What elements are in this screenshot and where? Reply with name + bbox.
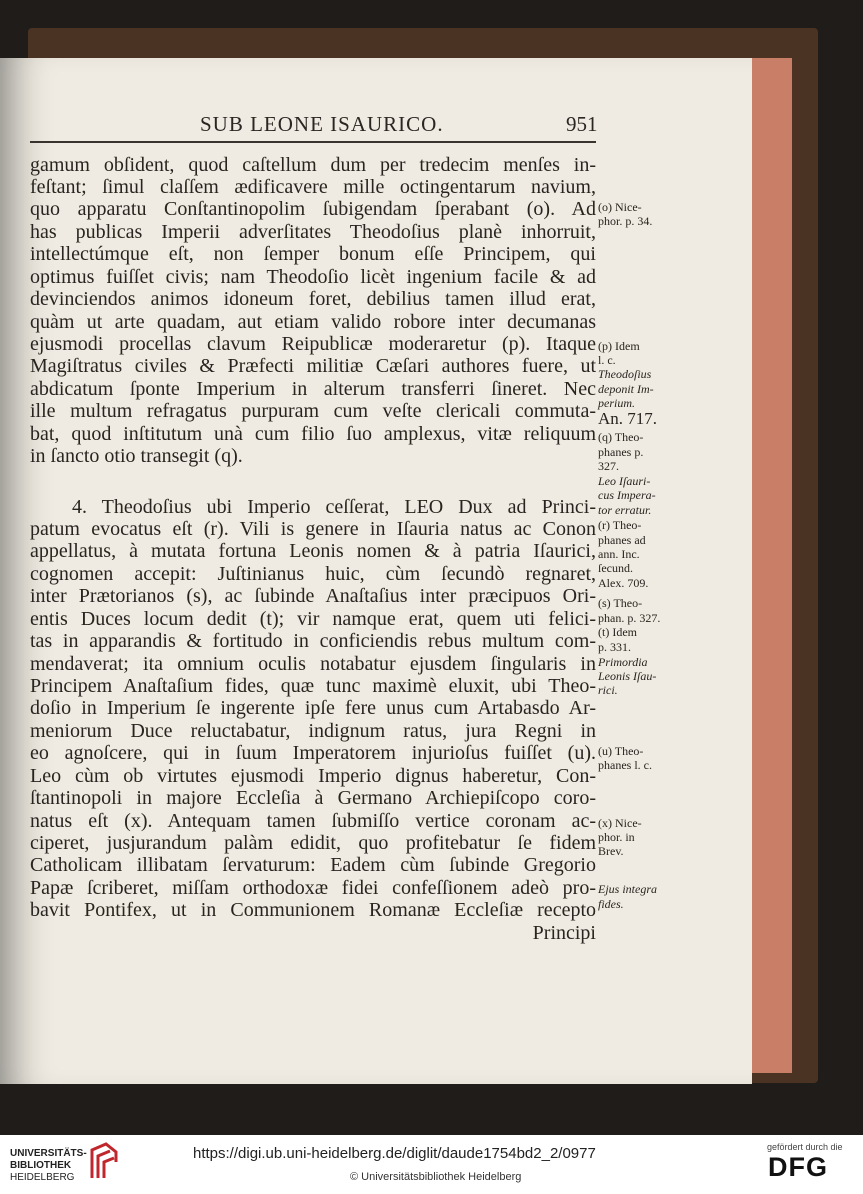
text-line: mendaverat; ita omnium oculis notabatur ejusdem ſingularis in [30,653,596,675]
text-line: abdicatum ſponte Imperium in alterum transferri ſineret. Nec [30,378,596,400]
text-line: inter Prætorianos (s), ac ſubinde Anaſtaſius inter præcipuos Ori- [30,585,596,607]
text-line: Leo cùm ob virtutes ejusmodi Imperio dignus haberetur, Con- [30,765,596,787]
margin-note: (p) Idem [598,339,640,353]
margin-note: (o) Nice- [598,200,642,214]
margin-note: (s) Theo- [598,596,643,610]
text-line: doſio in Imperium ſe ingerente ipſe fere unus cum Artabasdo Ar- [30,697,596,719]
library-name-line: BIBLIOTHEK [10,1160,72,1171]
margin-note: (r) Theo- [598,518,642,532]
text-line: quàm ut arte quadam, aut etiam valido robore inter decumanas [30,311,596,333]
text-line: meniorum Duce reluctabatur, indignum ratus, jura Regni in [30,720,596,742]
margin-note: Primordia [598,655,648,669]
margin-note: phor. p. 34. [598,214,653,228]
margin-note: Leonis Iſau- [598,669,657,683]
margin-note: (t) Idem [598,625,637,639]
margin-note: ſecund. [598,561,633,575]
text-line: Catholicam illibatam ſervaturum: Eadem cùm ſubinde Gregorio [30,854,596,876]
margin-note: ann. Inc. [598,547,640,561]
text-line: ſtantinopoli in majore Eccleſia à Germano Archiepiſcopo coro- [30,787,596,809]
viewer-footer [0,1135,863,1194]
text-line: quo apparatu Conſtantinopolim ſubigendam ſperabant (o). Ad [30,198,596,220]
text-line: intellectúmque eſt, non ſemper bonum eſſe Principem, qui [30,243,596,265]
margin-note: cus Impera- [598,488,656,502]
margin-note: An. 717. [598,409,658,428]
text-line: optimus fuiſſet civis; nam Theodoſio licèt ingenium facile & ad [30,266,596,288]
text-line: gamum obſident, quod caſtellum dum per tredecim menſes in- [30,154,596,176]
margin-note: Alex. 709. [598,576,649,590]
text-line: cognomen accepit: Juſtinianus huic, cùm ſecundò regnaret, [30,563,596,585]
margin-note: rici. [598,683,618,697]
text-line: natus eſt (x). Antequam tamen ſubmiſſo vertice coronam ac- [30,810,596,832]
text-line: in ſancto otio transegit (q). [30,445,243,467]
page-edge [746,58,792,1073]
library-logo-icon[interactable] [88,1142,118,1182]
margin-note: phanes ad [598,533,646,547]
header-rule [30,141,596,143]
text-line: has publicas Imperii adverſitates Theodoſius planè inhorruit, [30,221,596,243]
page-number: 951 [566,112,598,136]
dfg-logo[interactable]: DFG [768,1152,828,1182]
library-logo-text[interactable] [10,1148,87,1184]
library-name-line: UNIVERSITÄTS- [10,1148,87,1159]
margin-note: phan. p. 327. [598,611,661,625]
running-head: SUB LEONE ISAURICO. [200,112,444,136]
text-line: entis Duces locum dedit (t); vir namque erat, quem uti felici- [30,608,596,630]
margin-note: tor erratur. [598,503,652,517]
catchword: Principi [532,922,596,944]
margin-note: (q) Theo- [598,430,644,444]
margin-note: (x) Nice- [598,816,642,830]
text-line: bavit Pontifex, ut in Communionem Romanæ Eccleſiæ recepto [30,899,596,921]
permalink-url[interactable]: https://digi.ub.uni-heidelberg.de/diglit/daude1754bd2_2/0977 [193,1145,596,1162]
margin-note: Theodoſius [598,367,652,381]
text-line: ejusmodi procellas clavum Reipublicæ moderaretur (p). Itaque [30,333,596,355]
text-line: appellatus, à mutata fortuna Leonis nomen & à patria Iſaurici, [30,540,596,562]
text-line: feſtant; ſimul claſſem ædificavere mille octingentarum navium, [30,176,596,198]
margin-note: fides. [598,897,624,911]
text-line: Papæ ſcriberet, miſſam orthodoxæ fidei confeſſionem adeò pro- [30,877,596,899]
text-line: Principem Anaſtaſium fides, quæ tunc maximè eluxit, ubi Theo- [30,675,596,697]
margin-note: phor. in [598,830,635,844]
text-line: Magiſtratus civiles & Præfecti militiæ Cæſari authores fuere, ut [30,355,596,377]
text-line: bat, quod inſtitutum unà cum filio ſuo amplexus, vitæ reliquum [30,423,596,445]
text-line: tas in apparandis & fortitudo in conficiendis rebus multum com- [30,630,596,652]
margin-note: (u) Theo- [598,744,644,758]
text-line: patum evocatus eſt (r). Vili is genere in Iſauria natus ac Conon [30,518,596,540]
margin-note: Brev. [598,844,624,858]
margin-note: phanes p. [598,445,644,459]
margin-note: deponit Im- [598,382,654,396]
margin-note: p. 331. [598,640,631,654]
margin-note: Ejus integra [598,882,657,896]
text-line: eo agnoſcere, qui in ſuum Imperatorem injurioſus fuiſſet (u). [30,742,596,764]
margin-note: l. c. [598,353,616,367]
margin-note: Leo Iſauri- [598,474,651,488]
margin-note: 327. [598,459,619,473]
funder-label: gefördert durch die [767,1142,843,1152]
text-line: ciperet, jusjurandum palàm edidit, quo profitebatur ſe fidem [30,832,596,854]
library-name-line: HEIDELBERG [10,1172,75,1183]
margin-note: phanes l. c. [598,758,652,772]
text-line: ille multum refragatus purpuram cum veſte clericali commuta- [30,400,596,422]
text-line: devinciendos animos idoneum foret, debilius tamen illud erat, [30,288,596,310]
copyright-notice: © Universitätsbibliothek Heidelberg [350,1171,522,1183]
text-line: 4. Theodoſius ubi Imperio ceſſerat, LEO Dux ad Princi- [72,496,596,518]
margin-note: perium. [598,396,635,410]
